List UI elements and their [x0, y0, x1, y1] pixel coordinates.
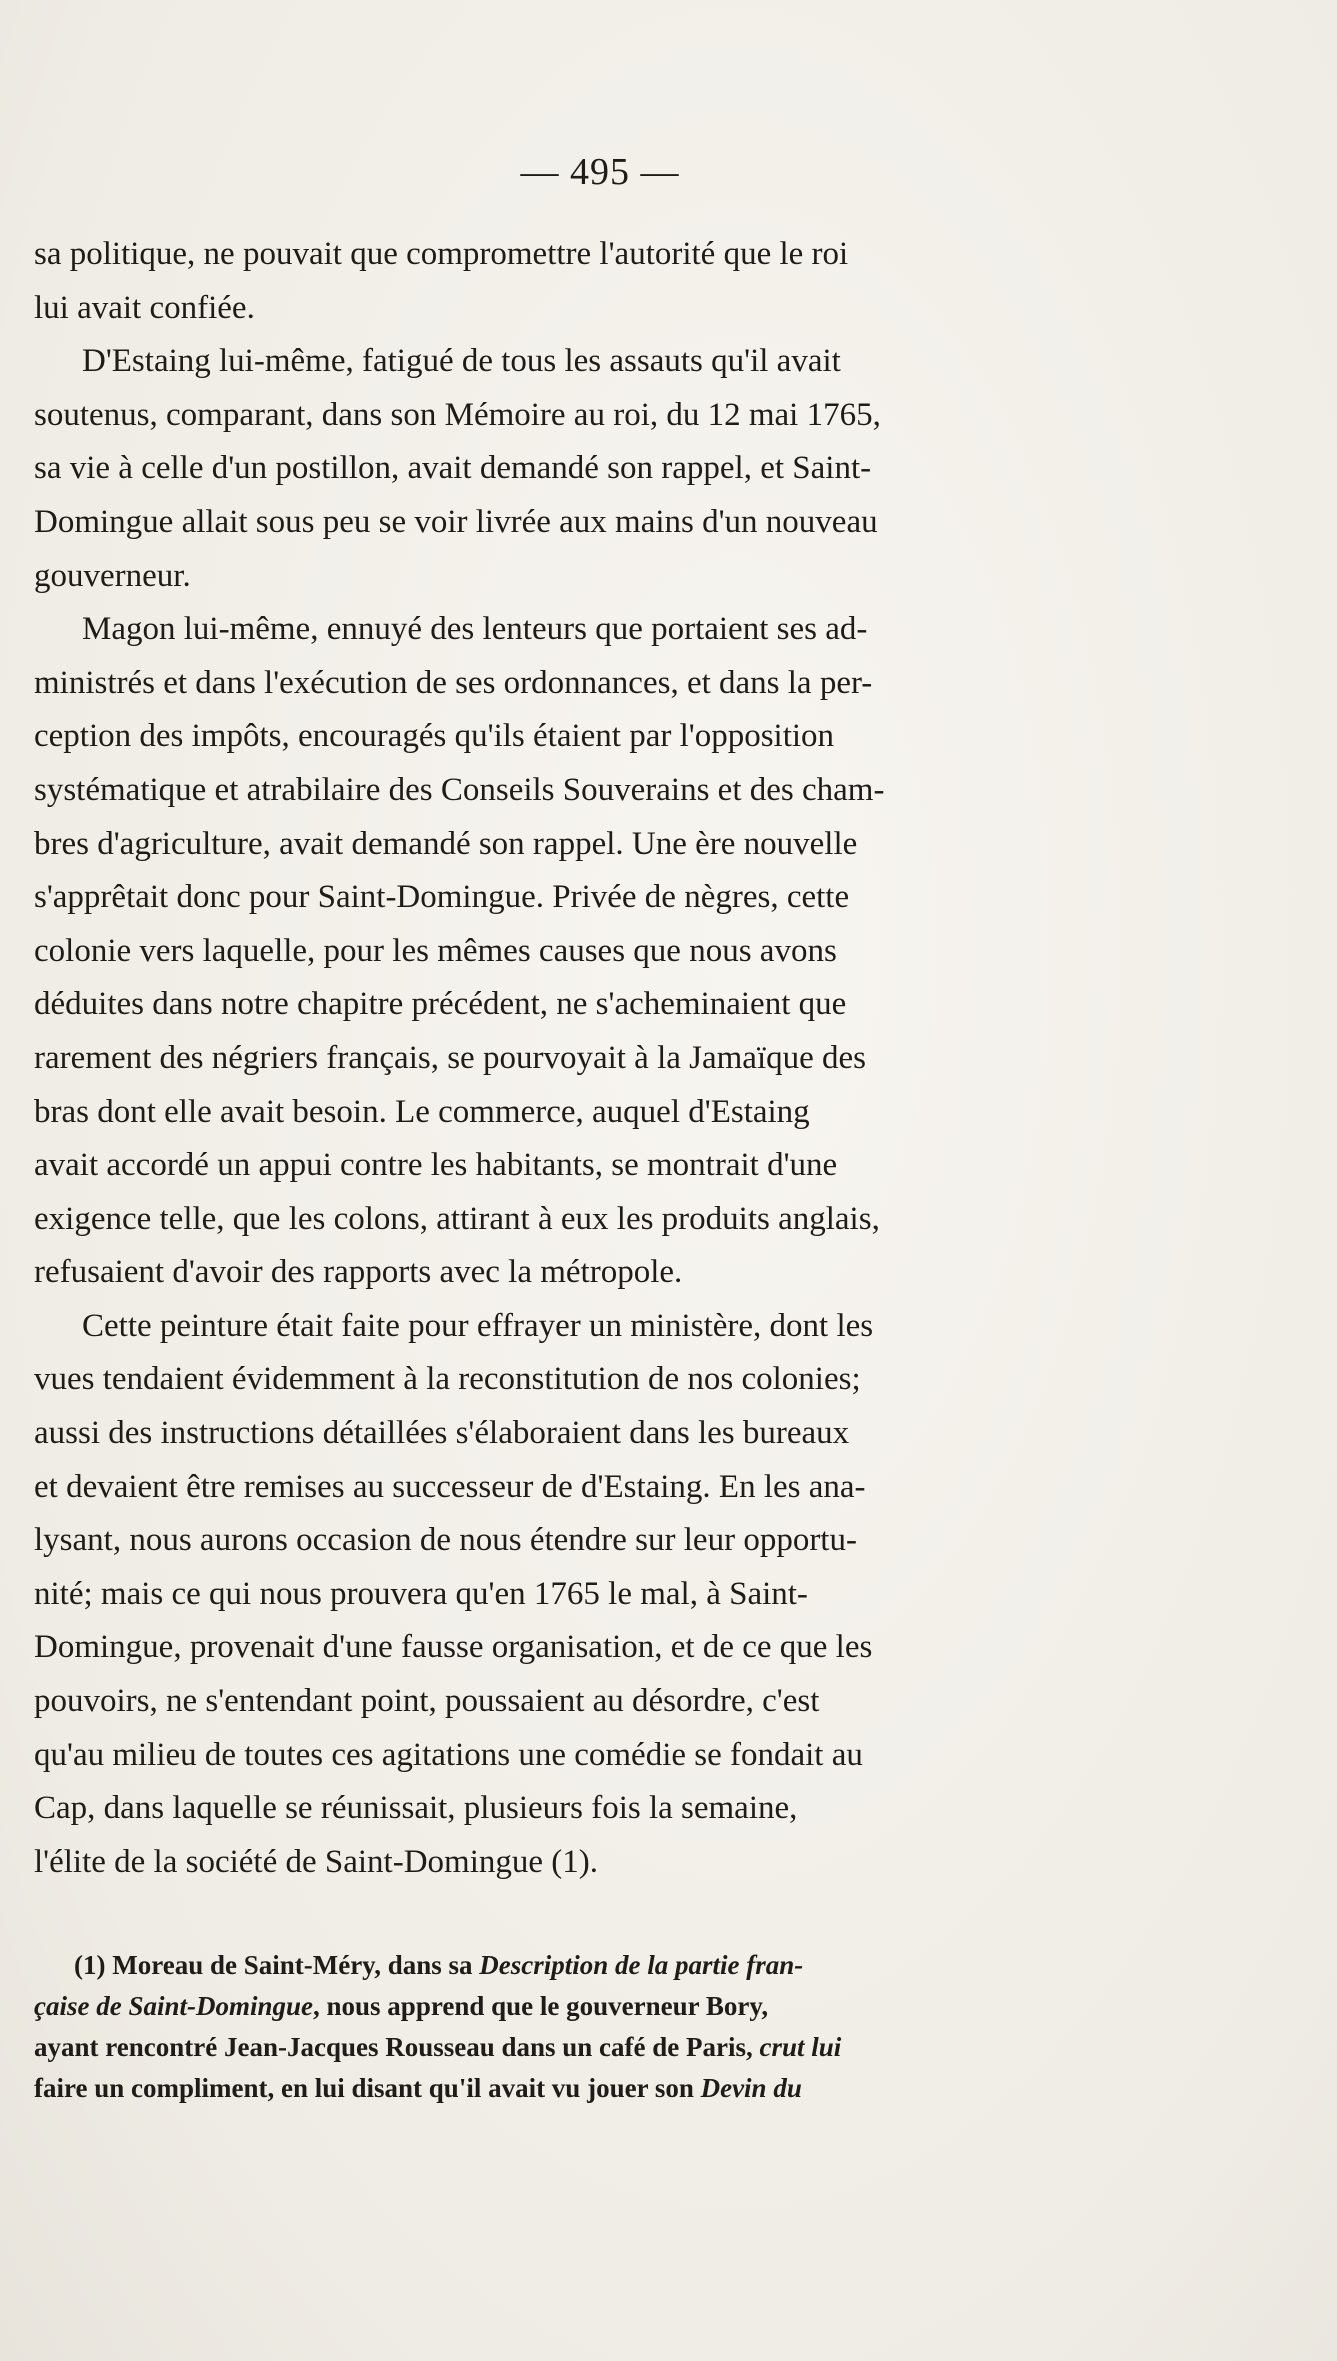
text-line: systématique et atrabilaire des Conseils Souverains et des cham- — [34, 771, 885, 808]
text-line: bres d'agriculture, avait demandé son rappel. Une ère nouvelle — [34, 825, 858, 862]
footnote — [34, 1945, 1142, 2109]
text-line: ministrés et dans l'exécution de ses ordonnances, et dans la per- — [34, 664, 873, 701]
text-line: sa vie à celle d'un postillon, avait demandé son rappel, et Saint- — [34, 450, 872, 487]
text-line: qu'au milieu de toutes ces agitations une comédie se fondait au — [34, 1736, 863, 1773]
footnote-line — [34, 1986, 1142, 2027]
text-line: soutenus, comparant, dans son Mémoire au roi, du 12 mai 1765, — [34, 396, 881, 433]
text-line: déduites dans notre chapitre précédent, ne s'acheminaient que — [34, 986, 847, 1023]
footnote-text: (1) Moreau de Saint-Méry, dans sa — [74, 1950, 480, 1980]
text-line: Domingue, provenait d'une fausse organisation, et de ce que les — [34, 1629, 873, 1666]
text-line: rarement des négriers français, se pourvoyait à la Jamaïque des — [34, 1039, 866, 1076]
text-line: ception des impôts, encouragés qu'ils étaient par l'opposition — [34, 718, 835, 755]
footnote-line — [34, 2027, 1142, 2068]
text-line: refusaient d'avoir des rapports avec la métropole. — [34, 1254, 683, 1291]
text-line: et devaient être remises au successeur de d'Estaing. En les ana- — [34, 1468, 866, 1505]
text-line: gouverneur. — [34, 557, 191, 594]
footnote-text: , nous apprend que le gouverneur Bory, — [313, 1991, 769, 2021]
text-line: bras dont elle avait besoin. Le commerce, auquel d'Estaing — [34, 1093, 810, 1130]
text-line: s'apprêtait donc pour Saint-Domingue. Privée de nègres, cette — [34, 879, 850, 916]
footnote-title: çaise de Saint-Domingue — [34, 1991, 314, 2021]
text-line: exigence telle, que les colons, attirant à eux les produits anglais, — [34, 1200, 880, 1237]
text-line: aussi des instructions détaillées s'élaboraient dans les bureaux — [34, 1415, 850, 1452]
text-line: Magon lui-même, ennuyé des lenteurs que portaient ses ad- — [82, 611, 868, 648]
text-line: colonie vers laquelle, pour les mêmes causes que nous avons — [34, 932, 837, 969]
text-line: vues tendaient évidemment à la reconstitution de nos colonies; — [34, 1361, 861, 1398]
footnote-separator — [34, 1915, 1142, 1916]
text-line: D'Estaing lui-même, fatigué de tous les assauts qu'il avait — [82, 343, 841, 380]
paragraph — [34, 335, 1142, 603]
text-line: pouvoirs, ne s'entendant point, poussaient au désordre, c'est — [34, 1683, 820, 1720]
footnote-text: ayant rencontré Jean-Jacques Rousseau dans un café de Paris, — [34, 2032, 760, 2062]
text-line: lui avait confiée. — [34, 289, 255, 326]
text-line: l'élite de la société de Saint-Domingue (1). — [34, 1843, 599, 1880]
footnote-title: Description de la partie fran- — [479, 1950, 804, 1980]
footnote-title: Devin du — [700, 2073, 802, 2103]
text-line: avait accordé un appui contre les habitants, se montrait d'une — [34, 1147, 838, 1184]
footnote-italic: crut lui — [759, 2032, 842, 2062]
footnote-text: faire un compliment, en lui disant qu'il avait vu jouer son — [34, 2073, 701, 2103]
paragraph — [34, 603, 1142, 1300]
paragraph — [34, 1300, 1142, 1890]
paragraph — [34, 228, 1142, 335]
footnote-line — [34, 1945, 1142, 1986]
text-line: nité; mais ce qui nous prouvera qu'en 1765 le mal, à Saint- — [34, 1575, 808, 1612]
page-number: — 495 — — [520, 151, 680, 193]
footnote-line — [34, 2068, 1142, 2109]
text-line: Cette peinture était faite pour effrayer un ministère, dont les — [82, 1307, 874, 1344]
text-line: Cap, dans laquelle se réunissait, plusieurs fois la semaine, — [34, 1790, 798, 1827]
body-text — [34, 228, 1142, 1889]
text-line: sa politique, ne pouvait que compromettre l'autorité que le roi — [34, 236, 849, 272]
text-line: Domingue allait sous peu se voir livrée aux mains d'un nouveau — [34, 503, 878, 540]
text-line: lysant, nous aurons occasion de nous étendre sur leur opportu- — [34, 1522, 857, 1559]
